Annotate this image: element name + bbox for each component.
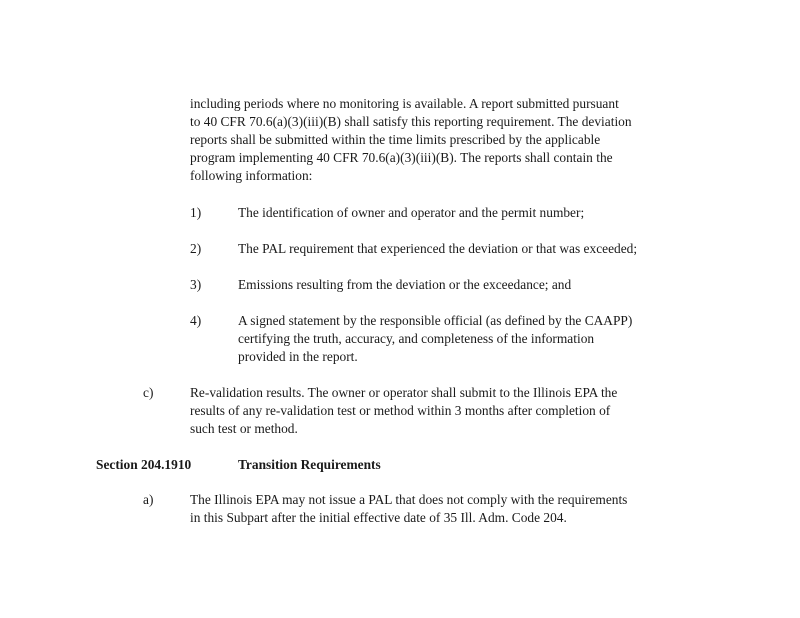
intro-line: including periods where no monitoring is available. A report submitted pursuant [190,96,619,111]
item-4-line: certifying the truth, accuracy, and completeness of the information [238,331,595,346]
item-c-line: Re-validation results. The owner or operator shall submit to the Illinois EPA the [190,385,618,400]
item-3-line: Emissions resulting from the deviation or the exceedance; and [238,277,572,292]
item-a-line: in this Subpart after the initial effective date of 35 Ill. Adm. Code 204. [190,510,567,525]
item-4-text [238,312,632,366]
item-c-letter: c) [143,385,154,400]
item-a-letter: a) [143,492,154,507]
item-3-text [238,276,571,294]
intro-line: following information: [190,168,313,183]
item-4-number: 4) [190,313,202,328]
intro-line: program implementing 40 CFR 70.6(a)(3)(iii)(B). The reports shall contain the [190,150,613,165]
item-2-text [238,240,637,258]
section-number: Section 204.1910 [96,457,192,472]
intro-line: reports shall be submitted within the time limits prescribed by the applicable [190,132,601,147]
item-a-line: The Illinois EPA may not issue a PAL that does not comply with the requirements [190,492,628,507]
item-1-line: The identification of owner and operator and the permit number; [238,205,585,220]
section-title: Transition Requirements [238,457,381,472]
intro-line: to 40 CFR 70.6(a)(3)(iii)(B) shall satisfy this reporting requirement. The deviation [190,114,632,129]
item-2-line: The PAL requirement that experienced the deviation or that was exceeded; [238,241,638,256]
intro-paragraph [190,95,632,185]
item-4-line: A signed statement by the responsible official (as defined by the CAAPP) [238,313,633,328]
item-a-text [190,491,627,527]
item-1-text [238,204,584,222]
item-c-line: results of any re-validation test or method within 3 months after completion of [190,403,611,418]
item-4-line: provided in the report. [238,349,358,364]
item-c-text [190,384,617,438]
item-2-number: 2) [190,241,202,256]
item-c-line: such test or method. [190,421,298,436]
item-1-number: 1) [190,205,202,220]
item-3-number: 3) [190,277,202,292]
